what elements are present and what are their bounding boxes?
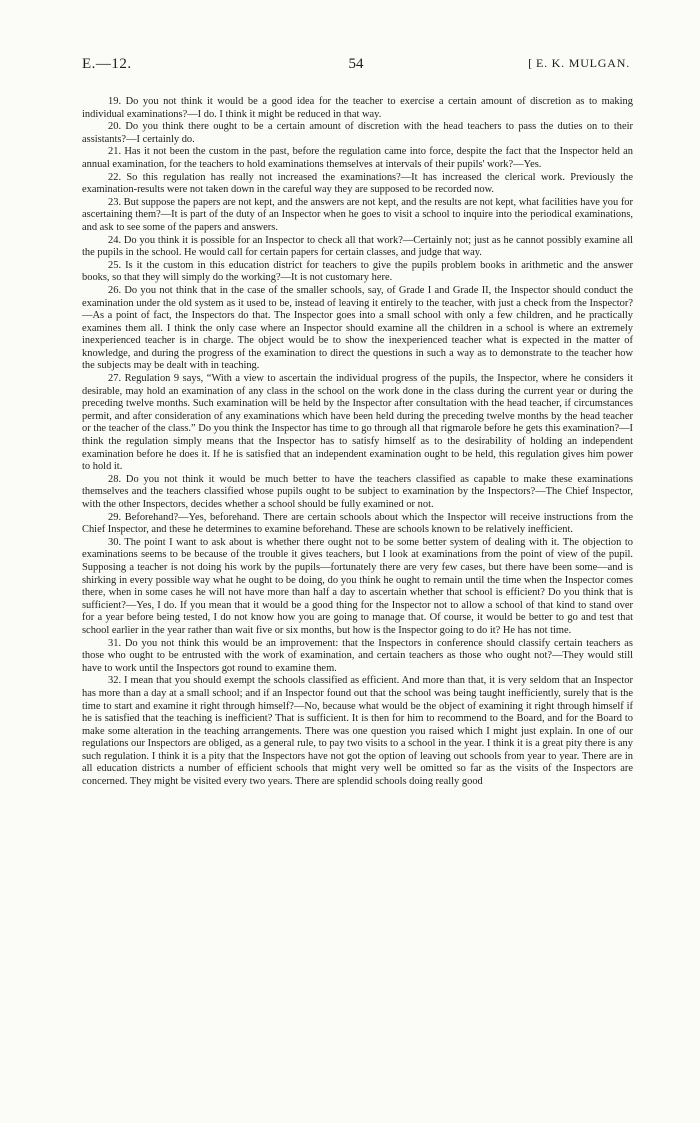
paragraph-31: 31. Do you not think this would be an improvement: that the Inspectors in conference should classify certain teachers as those who ought to be entrusted with the work of examination, and certain teachers as those who ought not?—They would still have to work until the Inspectors got round to examine them. <box>82 637 633 674</box>
paragraph-19: 19. Do you not think it would be a good idea for the teacher to exercise a certain amount of discretion as to making individual examinations?—I do. I think it might be reduced in that way. <box>82 96 633 120</box>
paragraph-30: 30. The point I want to ask about is whether there ought not to be some better system of dealing with it. The objection to examinations seems to be because of the trouble it gives teachers, but I look at examinations from the point of view of the pupil. Supposing a teacher is not doing his work by the pupils—fortunately there are very few cases, but there have been some—and is shirking in every possible way what he ought to be doing, do you think he ought to remain until the time when the Inspector comes there, when in some cases he will not have more than half a day to ascertain whether that school is efficient? Do you think that is sufficient?—Yes, I do. If you mean that it would be a good thing for the Inspector not to allow a school of that kind to stand over for a year before being tested, I do not know how you are going to manage that. Of course, it would be better to go and test that school earlier in the year rather than wait five or six months, but how is the Inspector going to do it? He has not time. <box>82 536 633 636</box>
page-number: 54 <box>348 56 364 72</box>
paragraph-23: 23. But suppose the papers are not kept, and the answers are not kept, and the results are not kept, what facilities have you for ascertaining them?—It is part of the duty of an Inspector when he goes to visit a school to inquire into the periodical examinations, and ask to see some of the papers and answers. <box>82 196 633 233</box>
paragraph-22: 22. So this regulation has really not increased the examinations?—It has increased the clerical work. Previously the examination-results were not taken down in the careful way they are supposed to be recorded now. <box>82 171 633 196</box>
paragraph-24: 24. Do you think it is possible for an Inspector to check all that work?—Certainly not; just as he cannot possibly examine all the pupils in the school. He would call for certain papers for certain classes, and judge that way. <box>82 234 633 259</box>
paragraph-25: 25. Is it the custom in this education district for teachers to give the pupils problem books in arithmetic and the answer books, so that they will simply do the working?—It is not customary here. <box>82 259 633 284</box>
paragraph-20: 20. Do you think there ought to be a certain amount of discretion with the head teachers to pass the duties on to their assistants?—I certainly do. <box>82 121 633 145</box>
paragraph-21: 21. Has it not been the custom in the past, before the regulation came into force, despite the fact that the Inspector held an annual examination, for the teachers to hold examinations themselves at intervals of their pupils' work?—Yes. <box>82 146 633 170</box>
page-header <box>82 56 630 80</box>
paragraph-26: 26. Do you not think that in the case of the smaller schools, say, of Grade I and Grade II, the Inspector should conduct the examination under the old system as it used to be, instead of leaving it entirely to the teacher, with just a check from the Inspector?—As a point of fact, the Inspectors do that. The Inspector goes into a small school with only a few children, and he practically examines them all. I think the only case where an Inspector should examine all the children in a school is where an extremely inexperienced teacher is in charge. The object would be to show the inexperienced teacher what is expected in the matter of knowledge, and during the progress of the examination to direct the questions in such a way as to demonstrate to the teacher how the subjects may be dealt with in teaching. <box>82 284 633 372</box>
paragraph-29: 29. Beforehand?—Yes, beforehand. There are certain schools about which the Inspector will receive instructions from the Chief Inspector, and these he determines to examine beforehand. These are schools known to be relatively inefficient. <box>82 511 633 536</box>
paragraph-32: 32. I mean that you should exempt the schools classified as efficient. And more than that, it is very seldom that an Inspector has more than a day at a small school; and if an Inspector found out that the school was being taught inefficiently, surely that is the time to start and examine it right through himself?—No, because what would be the object of examining it right through himself if he is satisfied that the teaching is inefficient? That is sufficient. It is then for him to recommend to the Board, and for the Board to make some alteration in the teaching arrangements. There was one question you raised which I might just explain. In one of our regulations our Inspectors are obliged, as a general rule, to pay two visits to a school in the year. I think it is a great pity there is any such regulation. I think it is a pity that the Inspectors have not got the option of leaving out schools from year to year. There are in all education districts a number of efficient schools that might very well be omitted so far as the visits of the Inspectors are concerned. They might be visited every two years. There are splendid schools doing really good <box>82 675 633 788</box>
paragraph-27: 27. Regulation 9 says, “With a view to ascertain the individual progress of the pupils, the Inspector, where he considers it desirable, may hold an examination of any class in the school on the work done in the class during the current year or during the preceding twelve months. Such examination will be held by the Inspector after consultation with the head teacher, if circumstances permit, and after consideration of any examinations which have been held during the preceding twelve months by the head teacher or the teacher of the class.” Do you think the Inspector has time to go through all that rigmarole before he gets this examination?—I think the regulation simply means that the Inspector has to satisfy himself as to the desirability of holding an independent examination before he does it. If he is satisfied that an independent examination ought to be held, this regulation gives him power to hold it. <box>82 373 633 473</box>
witness-name: [ E. K. MULGAN. <box>528 56 630 70</box>
report-reference: E.—12. <box>82 56 132 72</box>
page-body <box>82 96 633 789</box>
paragraph-28: 28. Do you not think it would be much better to have the teachers classified as capable to make these examinations themselves and the teachers classified whose pupils ought to be subject to examination by the Inspectors?—The Chief Inspector, with the other Inspectors, decides whether a school should be fully examined or not. <box>82 473 633 510</box>
